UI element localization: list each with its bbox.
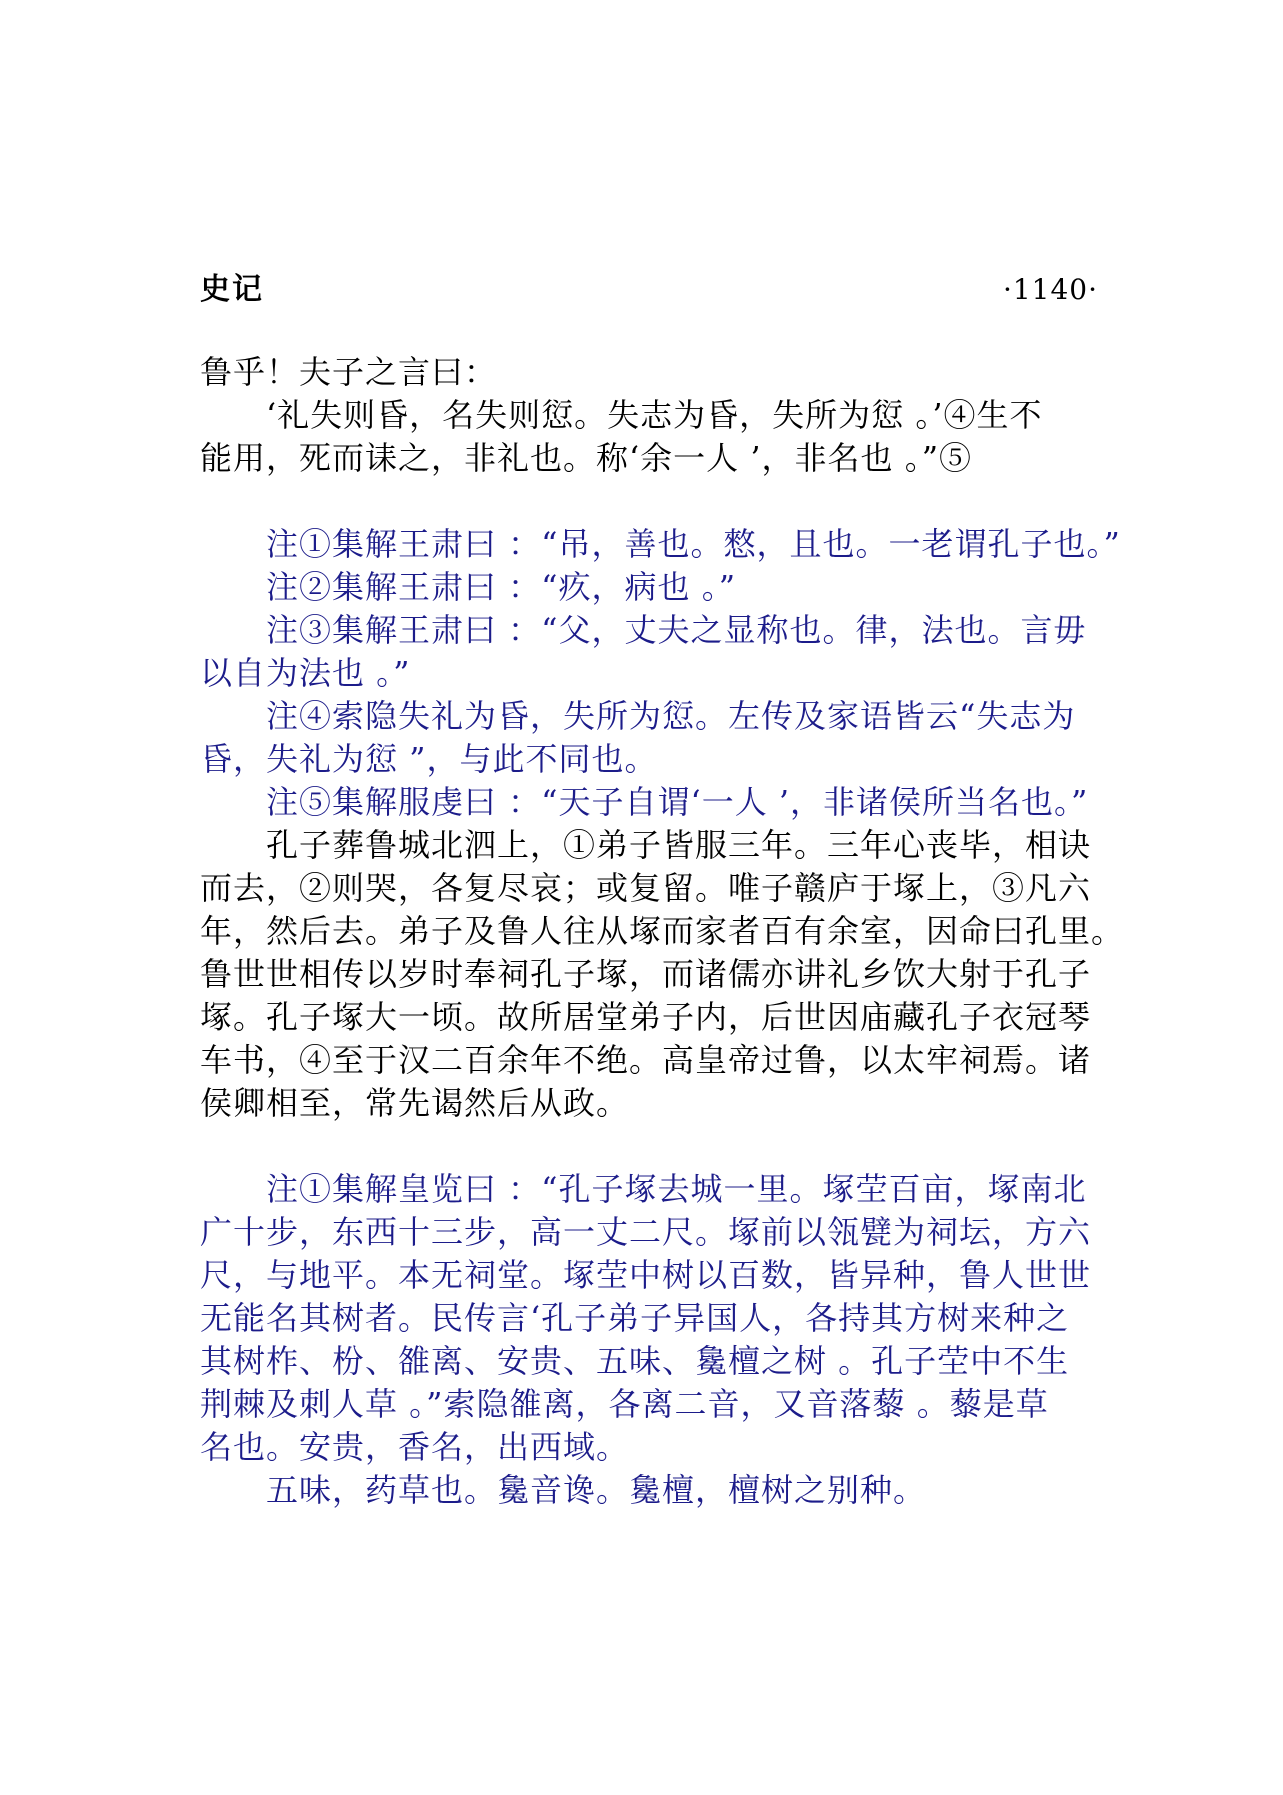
page-content — [200, 351, 1125, 1512]
text-line: 而去，②则哭，各复尽哀；或复留。唯子赣庐于塚上，③凡六 — [200, 869, 1092, 907]
annotation-line: 无能名其树者。民传言‘孔子弟子异国人，各持其方树来种之 — [200, 1299, 1070, 1337]
text-line: 车书，④至于汉二百余年不绝。高皇帝过鲁，以太牢祠焉。诸 — [200, 1041, 1092, 1079]
text-line: 鲁世世相传以岁时奉祠孔子塚，而诸儒亦讲礼乡饮大射于孔子 — [200, 955, 1092, 993]
annotation-line: 注①集解王肃曰 ：“吊，善也。憗，且也。一老谓孔子也。” — [266, 525, 1121, 563]
annotation-line: 昏，失礼为愆 ”，与此不同也。 — [200, 740, 658, 778]
annotation-line: 注②集解王肃曰 ：“疚，病也 。” — [266, 568, 737, 606]
book-title: 史记 — [200, 272, 264, 307]
text-line: 孔子葬鲁城北泗上，①弟子皆服三年。三年心丧毕，相诀 — [266, 826, 1092, 864]
annotation-line: 注①集解皇览曰 ：“孔子塚去城一里。塚茔百亩，塚南北 — [266, 1170, 1087, 1208]
annotation-line: 名也。安贵，香名，出西域。 — [200, 1428, 630, 1466]
main-text-block — [200, 824, 1125, 1125]
paragraph-gap — [200, 1125, 1098, 1168]
paragraph-gap — [200, 480, 1098, 523]
annotation-line: 广十步，东西十三步，高一丈二尺。塚前以瓴甓为祠坛，方六 — [200, 1213, 1092, 1251]
annotation-block — [200, 523, 1121, 824]
annotation-line: 其树柞、枌、雒离、安贵、五味、毚檀之树 。孔子茔中不生 — [200, 1342, 1070, 1380]
page-number: ·1140· — [1002, 273, 1098, 306]
text-line: ‘礼失则昏，名失则愆。失志为昏，失所为愆 。’④生不 — [266, 396, 1043, 434]
annotation-line: 注④索隐失礼为昏，失所为愆。左传及家语皆云“失志为 — [266, 697, 1076, 735]
text-line: 侯卿相至，常先谒然后从政。 — [200, 1084, 630, 1122]
text-line: 塚。孔子塚大一顷。故所居堂弟子内，后世因庙藏孔子衣冠琴 — [200, 998, 1092, 1036]
text-line: 能用，死而诔之，非礼也。称‘余一人 ’，非名也 。”⑤ — [200, 439, 973, 477]
text-line: 年，然后去。弟子及鲁人往从塚而家者百有余室，因命曰孔里。 — [200, 912, 1125, 950]
annotation-line: 荆棘及刺人草 。”索隐雒离，各离二音，又音落藜 。藜是草 — [200, 1385, 1049, 1423]
annotation-line: 以自为法也 。” — [200, 654, 411, 692]
main-text-block — [200, 351, 1098, 480]
text-line: 鲁乎！夫子之言曰： — [200, 353, 498, 391]
page-header — [200, 270, 1098, 310]
annotation-line: 注⑤集解服虔曰 ：“天子自谓‘一人 ’，非诸侯所当名也。” — [266, 783, 1089, 821]
annotation-line: 注③集解王肃曰 ：“父，丈夫之显称也。律，法也。言毋 — [266, 611, 1087, 649]
annotation-line: 尺，与地平。本无祠堂。塚茔中树以百数，皆异种，鲁人世世 — [200, 1256, 1092, 1294]
annotation-line: 五味，药草也。毚音谗。毚檀，檀树之别种。 — [266, 1471, 927, 1509]
annotation-block — [200, 1168, 1098, 1512]
